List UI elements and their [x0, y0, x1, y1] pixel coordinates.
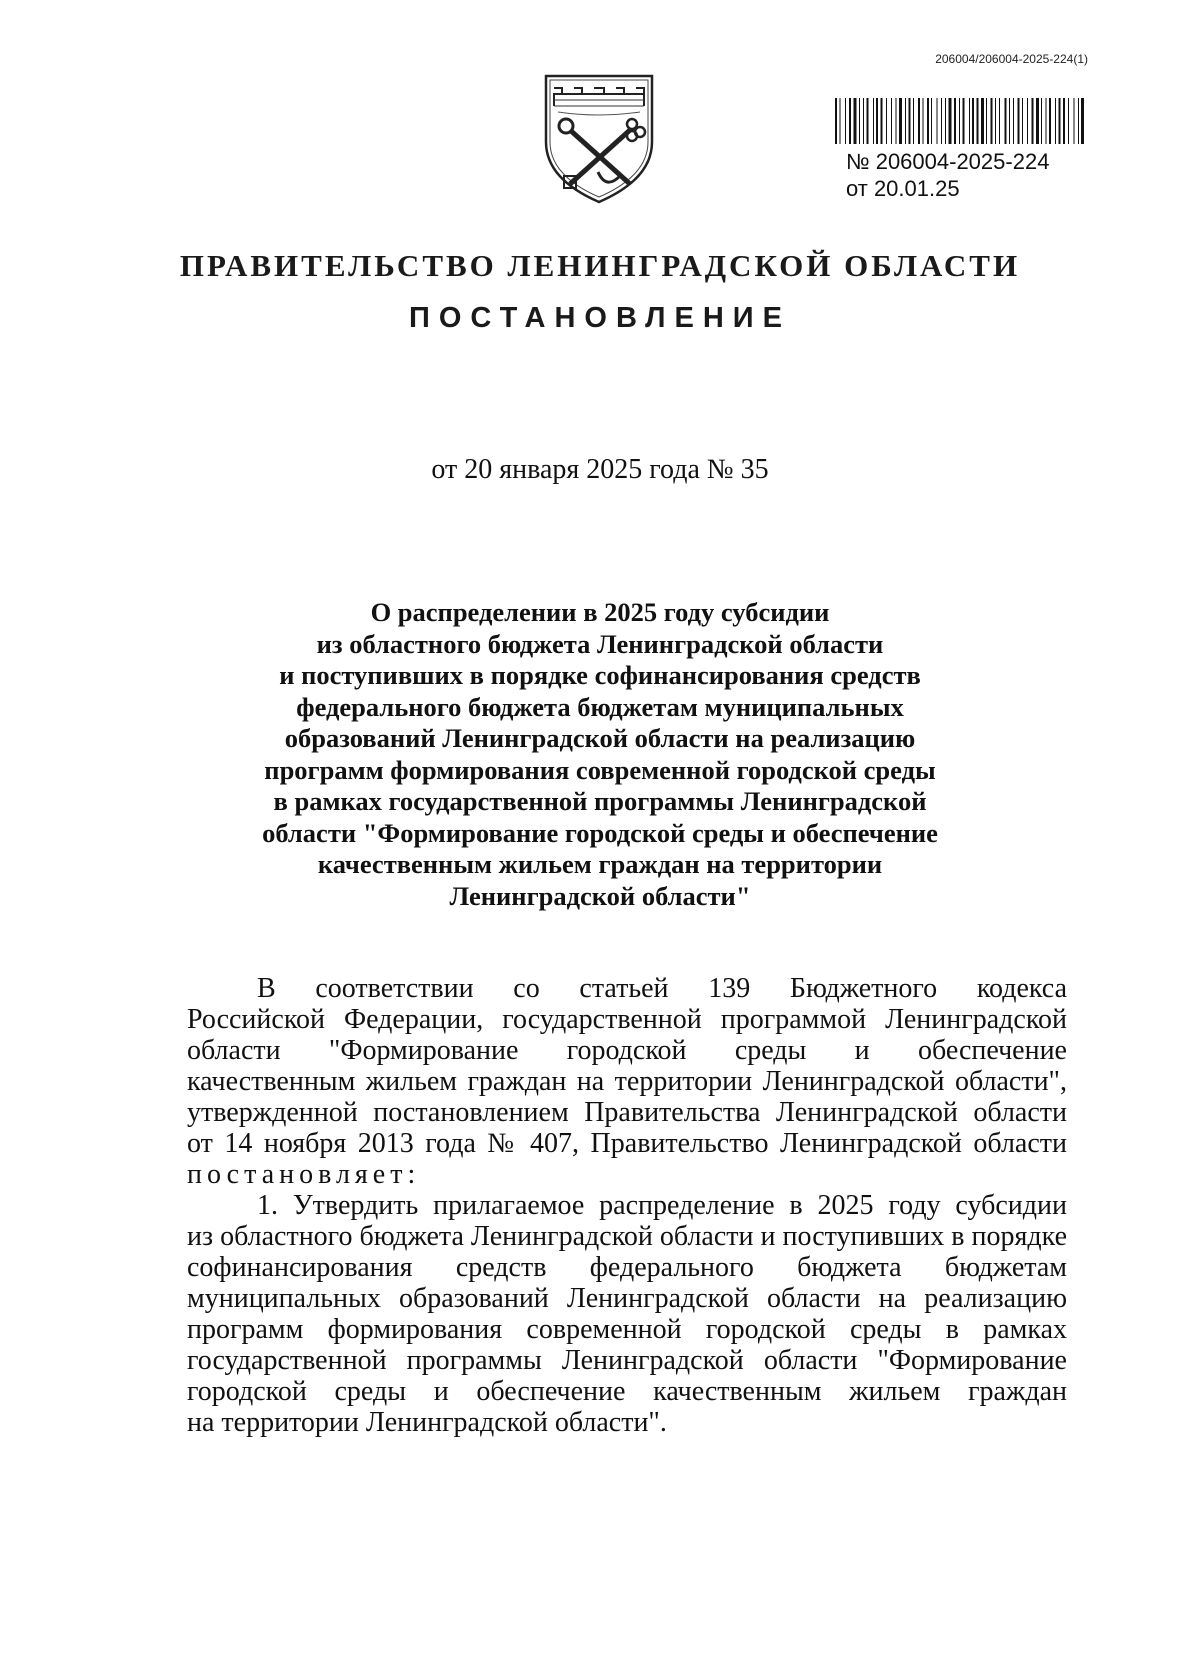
document-code: 206004/206004-2025-224(1): [935, 52, 1088, 66]
item-line: государственной программы Ленинградской области "Формирование: [187, 1345, 1067, 1376]
preamble-line: области "Формирование городской среды и обеспечение: [187, 1035, 1067, 1066]
item-line: городской среды и обеспечение качественным жильем граждан: [187, 1376, 1067, 1407]
document-type: ПОСТАНОВЛЕНИЕ: [409, 302, 791, 334]
preamble-line: качественным жильем граждан на территории Ленинградской области",: [187, 1066, 1067, 1097]
subject-line: О распределении в 2025 году субсидии: [370, 597, 830, 627]
preamble-line: утвержденной постановлением Правительства Ленинградской области: [187, 1097, 1067, 1128]
item-line: программ формирования современной городской среды в рамках: [187, 1314, 1067, 1345]
subject-line: из областного бюджета Ленинградской области: [316, 628, 884, 659]
preamble-line: В соответствии со статьей 139 Бюджетного кодекса: [257, 973, 1067, 1004]
subject-line: качественным жильем граждан на территории: [317, 849, 883, 879]
subject-line: программ формирования современной городской среды: [264, 754, 936, 785]
subject-line: федерального бюджета бюджетам муниципальных: [296, 691, 904, 722]
document-subject: [200, 597, 1000, 912]
item-line: софинансирования средств федерального бюджета бюджетам: [187, 1252, 1067, 1283]
registration-number: № 206004-2025-224: [846, 149, 1050, 174]
resolves-word: постановляет:: [187, 1159, 421, 1190]
registration-date: от 20.01.25: [846, 176, 960, 201]
subject-line: образований Ленинградской области на реализацию: [284, 723, 916, 753]
subject-line: в рамках государственной программы Ленинградской: [273, 786, 927, 816]
item-line: на территории Ленинградской области".: [187, 1407, 667, 1438]
barcode-icon: [835, 98, 1085, 144]
item-line: 1. Утвердить прилагаемое распределение в 2025 году субсидии: [257, 1190, 1067, 1221]
subject-line: области "Формирование городской среды и обеспечение: [262, 817, 938, 848]
preamble-line: от 14 ноября 2013 года № 407, Правительство Ленинградской области: [187, 1128, 1067, 1159]
item-line: из областного бюджета Ленинградской области и поступивших в порядке: [187, 1221, 1067, 1252]
coat-of-arms-icon: [540, 72, 658, 206]
subject-line: и поступивших в порядке софинансирования средств: [279, 660, 921, 690]
document-date: от 20 января 2025 года № 35: [431, 454, 769, 485]
item-line: муниципальных образований Ленинградской области на реализацию: [187, 1283, 1067, 1314]
document-body: [187, 973, 1067, 1438]
subject-line: Ленинградской области": [449, 880, 751, 911]
preamble-line: Российской Федерации, государственной программой Ленинградской: [187, 1004, 1067, 1035]
authority-title: ПРАВИТЕЛЬСТВО ЛЕНИНГРАДСКОЙ ОБЛАСТИ: [179, 248, 1021, 283]
